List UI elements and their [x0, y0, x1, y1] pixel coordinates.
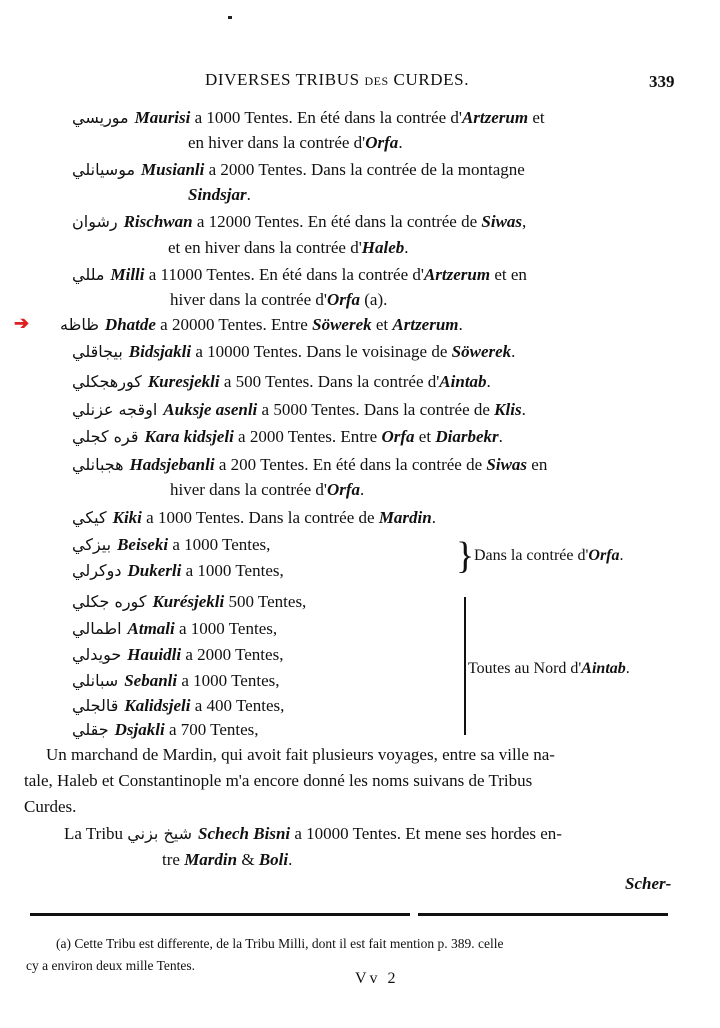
arabic-name: شيخ بزني: [127, 824, 193, 843]
arabic-name: قالجلي: [72, 696, 119, 715]
group-aintab-item: كوره جكلي Kurésjekli 500 Tentes,: [72, 592, 307, 611]
arabic-name: اطمالي: [72, 619, 122, 638]
tribe-entry-kiki: كيكي Kiki a 1000 Tentes. Dans la contrée de Mardin.: [72, 508, 436, 527]
arabic-name: موسيانلي: [72, 160, 136, 179]
tribe-entry-kuresjekli: كورهجكلي Kuresjekli a 500 Tentes. Dans la contrée d'Aintab.: [72, 372, 491, 391]
tribe-entry-bidsjakli: بيجاقلي Bidsjakli a 10000 Tentes. Dans le voisinage de Söwerek.: [72, 342, 516, 361]
tribe-entry-maurisi: موريسي Maurisi a 1000 Tentes. En été dans la contrée d'Artzerum et: [72, 108, 545, 127]
group-orfa-item: بيزكي Beiseki a 1000 Tentes,: [72, 535, 271, 554]
arabic-name: بيزكي: [72, 535, 112, 554]
paragraph-line: Curdes.: [24, 797, 77, 816]
arabic-name: كوره جكلي: [72, 592, 147, 611]
arabic-name: كيكي: [72, 508, 107, 527]
group-aintab-item: جقلي Dsjakli a 700 Tentes,: [72, 720, 259, 739]
arabic-name: اوقجه عزنلي: [72, 400, 158, 419]
footnote-rule: [418, 913, 668, 916]
arabic-name: قره كجلي: [72, 427, 139, 446]
tribe-entry-continuation: hiver dans la contrée d'Orfa.: [170, 480, 365, 499]
group-aintab-item: اطمالي Atmali a 1000 Tentes,: [72, 619, 278, 638]
tribe-entry-rischwan: رشوان Rischwan a 12000 Tentes. En été dans la contrée de Siwas,: [72, 212, 527, 231]
tribe-entry-kara-kidsjeli: قره كجلي Kara kidsjeli a 2000 Tentes. Entre Orfa et Diarbekr.: [72, 427, 503, 446]
catchword: Scher-: [625, 874, 672, 893]
tribu-entry: La Tribu شيخ بزني Schech Bisni a 10000 Tentes. Et mene ses hordes en-: [64, 824, 562, 843]
curly-brace: }: [456, 535, 475, 577]
arabic-name: حويدلي: [72, 645, 122, 664]
ink-speck: [228, 16, 232, 19]
arabic-name: دوكرلي: [72, 561, 122, 580]
arabic-name: موريسي: [72, 108, 129, 127]
signature-mark: Vv 2: [355, 970, 399, 987]
page-header: [0, 70, 720, 96]
page-number: 339: [649, 72, 675, 91]
red-arrow-icon: ➔: [14, 313, 30, 333]
arabic-name: ظاظه: [60, 315, 99, 334]
tribe-entry-continuation: en hiver dans la contrée d'Orfa.: [188, 133, 403, 152]
tribe-entry-continuation: Sindsjar.: [188, 185, 251, 204]
group-orfa-item: دوكرلي Dukerli a 1000 Tentes,: [72, 561, 284, 580]
tribe-entry-milli: مللي Milli a 11000 Tentes. En été dans la contrée d'Artzerum et en: [72, 265, 527, 284]
tribe-entry-hadsjebanli: هجبانلي Hadsjebanli a 200 Tentes. En été dans la contrée de Siwas en: [72, 455, 548, 474]
tribu-continuation: tre Mardin & Boli.: [162, 850, 293, 869]
running-title: DIVERSES TRIBUS DES CURDES.: [205, 70, 470, 89]
group-orfa-label: Dans la contrée d'Orfa.: [474, 547, 624, 564]
footnote-rule: [30, 913, 410, 916]
paragraph-line: Un marchand de Mardin, qui avoit fait plusieurs voyages, entre sa ville na-: [46, 745, 555, 764]
paragraph-line: tale, Haleb et Constantinople m'a encore donné les noms suivans de Tribus: [24, 771, 533, 790]
footnote-line: (a) Cette Tribu est differente, de la Tribu Milli, dont il est fait mention p. 389. celle: [56, 936, 504, 951]
group-aintab-label: Toutes au Nord d'Aintab.: [468, 660, 630, 677]
arabic-name: بيجاقلي: [72, 342, 123, 361]
arabic-name: كورهجكلي: [72, 372, 142, 391]
group-aintab-item: حويدلي Hauidli a 2000 Tentes,: [72, 645, 284, 664]
group-aintab-item: سبانلي Sebanli a 1000 Tentes,: [72, 671, 280, 690]
arabic-name: هجبانلي: [72, 455, 124, 474]
tribe-entry-musianli: موسيانلي Musianli a 2000 Tentes. Dans la contrée de la montagne: [72, 160, 525, 179]
arabic-name: مللي: [72, 265, 105, 284]
tribe-entry-auksje-asenli: اوقجه عزنلي Auksje asenli a 5000 Tentes. Dans la contrée de Klis.: [72, 400, 526, 419]
footnote-line: cy a environ deux mille Tentes.: [26, 958, 196, 973]
arabic-name: رشوان: [72, 212, 118, 231]
right-bracket: [460, 597, 466, 735]
tribe-entry-continuation: hiver dans la contrée d'Orfa (a).: [170, 290, 388, 309]
group-aintab-item: قالجلي Kalidsjeli a 400 Tentes,: [72, 696, 285, 715]
tribe-entry-dhatde: ظاظه Dhatde a 20000 Tentes. Entre Söwerek et Artzerum.: [60, 315, 463, 334]
arabic-name: جقلي: [72, 720, 109, 739]
arabic-name: سبانلي: [72, 671, 119, 690]
tribe-entry-continuation: et en hiver dans la contrée d'Haleb.: [168, 238, 409, 257]
